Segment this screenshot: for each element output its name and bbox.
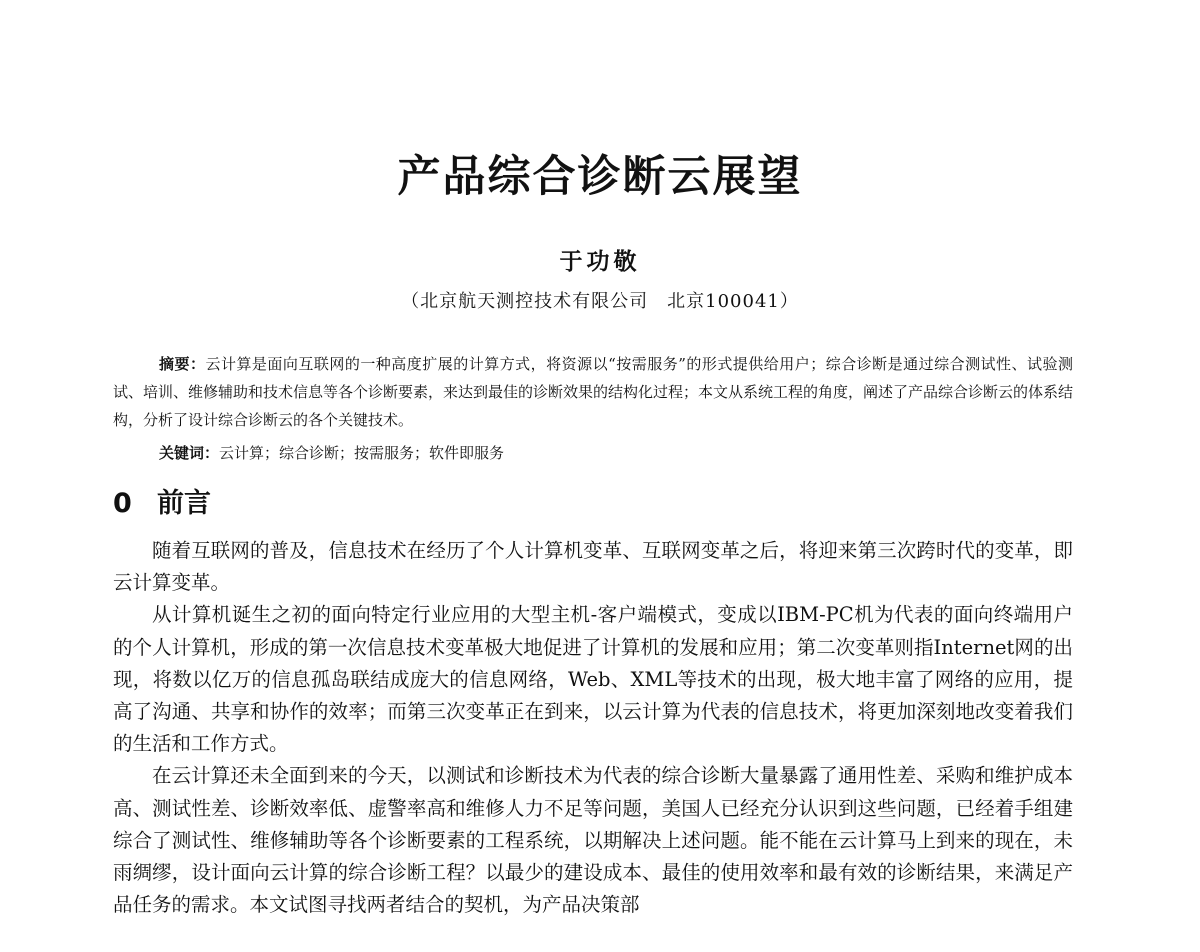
keywords-label: 关键词： [159, 444, 220, 462]
keywords-text: 云计算；综合诊断；按需服务；软件即服务 [219, 444, 505, 462]
paper-title: 产品综合诊断云展望 [397, 152, 803, 202]
author-affiliation: （北京航天测控技术有限公司 北京100041） [401, 291, 799, 312]
body-text [113, 535, 1073, 921]
abstract [113, 350, 1073, 434]
body-paragraph: 随着互联网的普及，信息技术在经历了个人计算机变革、互联网变革之后，将迎来第三次跨时代的变革，即云计算变革。 [113, 539, 1073, 595]
abstract-label: 摘要： [159, 355, 206, 373]
author-name: 于功敬 [559, 248, 641, 275]
section-number: 0 [113, 488, 132, 519]
abstract-text: 云计算是面向互联网的一种高度扩展的计算方式，将资源以“按需服务”的形式提供给用户；综合诊断是通过综合测试性、试验测试、培训、维修辅助和技术信息等各个诊断要素，来达到最佳的诊断效果的结构化过程；本文从系统工程的角度，阐述了产品综合诊断云的体系结构，分析了设计综合诊断云的各个关键技术。 [113, 355, 1074, 429]
section-title: 前言 [157, 488, 211, 519]
body-paragraph: 从计算机诞生之初的面向特定行业应用的大型主机-客户端模式，变成以IBM-PC机为代表的面向终端用户的个人计算机，形成的第一次信息技术变革极大地促进了计算机的发展和应用；第二次变革则指Internet网的出现，将数以亿万的信息孤岛联结成庞大的信息网络，Web、XML等技术的出现，极大地丰富了网络的应用，提高了沟通、共享和协作的效率；而第三次变革正在到来，以云计算为代表的信息技术，将更加深刻地改变着我们的生活和工作方式。 [113, 603, 1073, 756]
section-heading [113, 481, 211, 520]
keywords [113, 440, 1073, 466]
body-paragraph: 在云计算还未全面到来的今天，以测试和诊断技术为代表的综合诊断大量暴露了通用性差、采购和维护成本高、测试性差、诊断效率低、虚警率高和维修人力不足等问题，美国人已经充分认识到这些问题，已经着手组建综合了测试性、维修辅助等各个诊断要素的工程系统，以期解决上述问题。能不能在云计算马上到来的现在，未雨绸缪，设计面向云计算的综合诊断工程？以最少的建设成本、最佳的使用效率和最有效的诊断结果，来满足产品任务的需求。本文试图寻找两者结合的契机，为产品决策部 [113, 764, 1073, 917]
